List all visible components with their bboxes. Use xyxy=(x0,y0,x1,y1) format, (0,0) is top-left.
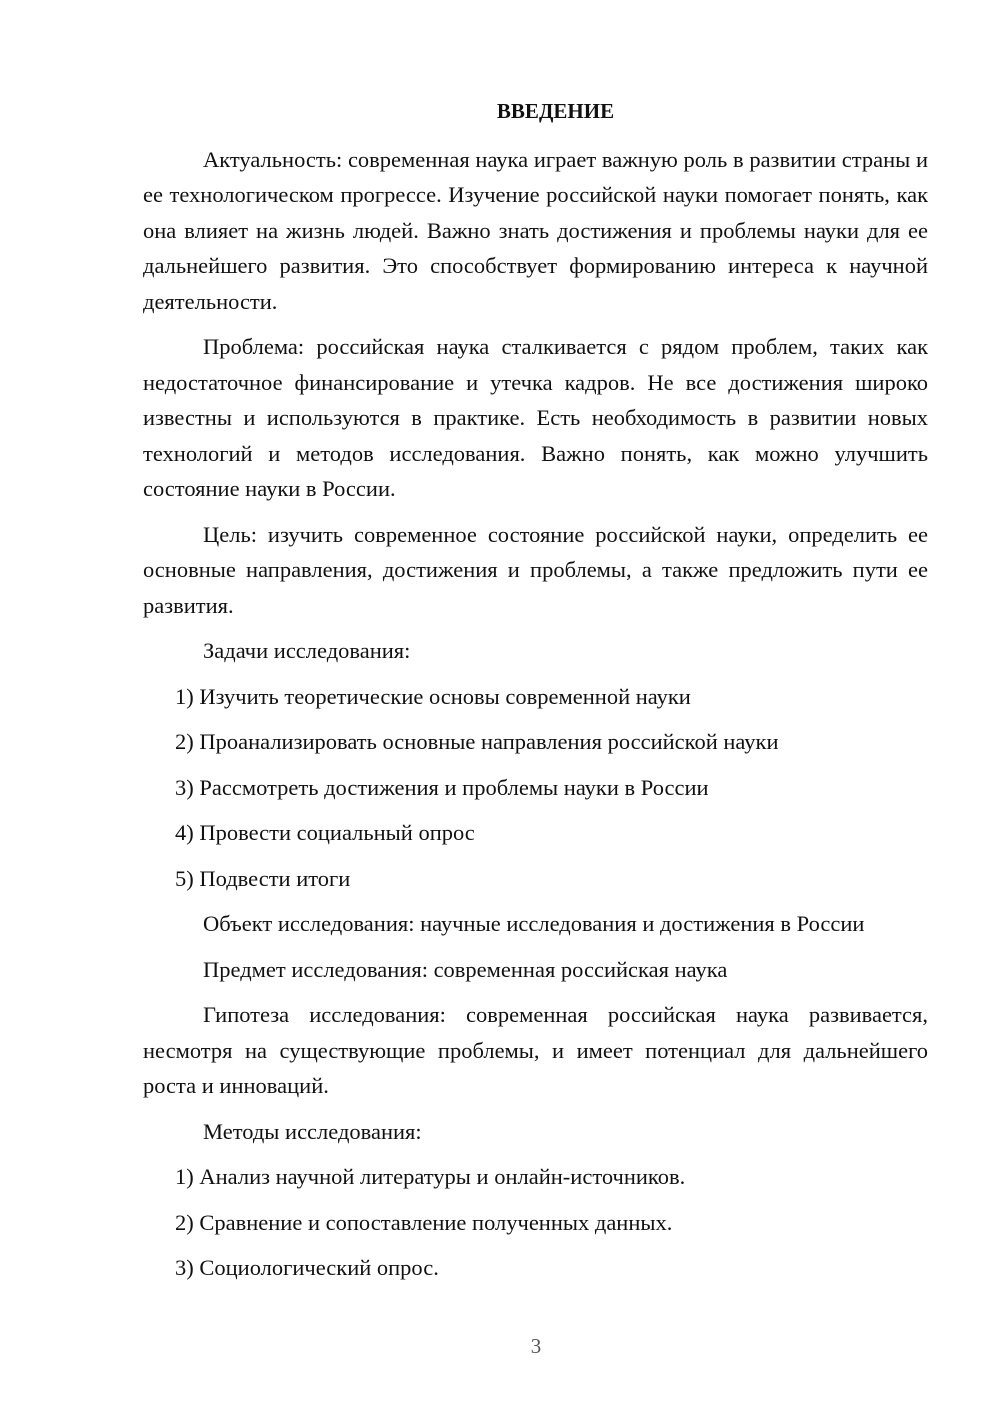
tasks-heading: Задачи исследования: xyxy=(203,638,411,663)
relevance-paragraph: Актуальность: современная наука играет важную роль в развитии страны и ее технологическом прогрессе. Изучение российской науки помогает понять, как она влияет на жизнь людей. Важно знать достижения и проблемы науки для ее дальнейшего развития. Это способствует формированию интереса к научной деятельности. xyxy=(143,146,928,314)
subject-paragraph: Предмет исследования: современная российская наука xyxy=(203,956,728,982)
list-item: 3) Рассмотреть достижения и проблемы науки в России xyxy=(175,774,709,800)
problem-paragraph: Проблема: российская наука сталкивается с рядом проблем, таких как недостаточное финансирование и утечка кадров. Не все достижения широко известны и используются в практике. Есть необходимость в развитии новых технологий и методов исследования. Важно понять, как можно улучшить состояние науки в России. xyxy=(143,334,928,501)
list-item: 4) Провести социальный опрос xyxy=(175,820,475,845)
methods-heading: Методы исследования: xyxy=(203,1118,422,1144)
tasks-list xyxy=(143,679,928,897)
hypothesis-paragraph: Гипотеза исследования: современная российская наука развивается, несмотря на существующие проблемы, и имеет потенциал для дальнейшего роста и инноваций. xyxy=(143,1002,928,1098)
page-title: ВВЕДЕНИЕ xyxy=(496,99,615,123)
list-item: 5) Подвести итоги xyxy=(175,865,351,891)
document-page xyxy=(143,94,928,1296)
object-paragraph: Объект исследования: научные исследования и достижения в России xyxy=(203,911,865,936)
list-item: 2) Проанализировать основные направления российской науки xyxy=(175,729,779,754)
page-number: 3 xyxy=(530,1334,542,1358)
methods-list xyxy=(143,1159,928,1286)
goal-paragraph: Цель: изучить современное состояние российской науки, определить ее основные направления, достижения и проблемы, а также предложить пути ее развития. xyxy=(143,521,928,618)
list-item: 1) Изучить теоретические основы современной науки xyxy=(175,683,691,709)
list-item: 2) Сравнение и сопоставление полученных данных. xyxy=(175,1209,673,1235)
list-item: 1) Анализ научной литературы и онлайн-источников. xyxy=(175,1164,686,1189)
list-item: 3) Социологический опрос. xyxy=(175,1255,439,1280)
